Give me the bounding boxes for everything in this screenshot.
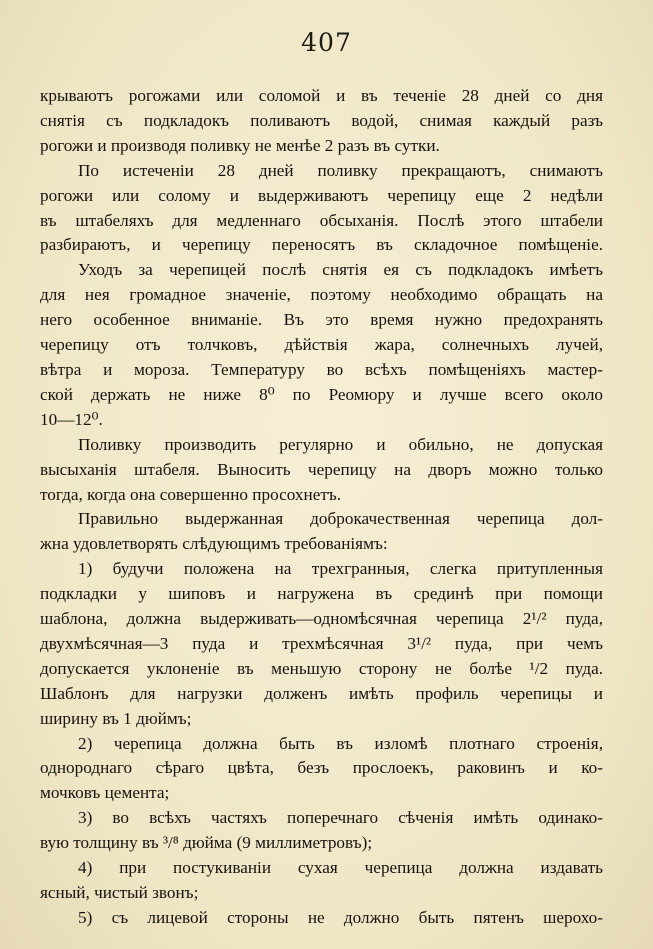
text-line: 1) будучи положена на трехгранныя, слегка притупленныя	[78, 559, 603, 579]
text-line: двухмѣсячная—3 пуда и трехмѣсячная 3¹/² пуда, при чемъ	[40, 633, 603, 653]
body-text	[40, 84, 603, 931]
paragraph	[40, 732, 603, 807]
text-line: 3) во всѣхъ частяхъ поперечнаго сѣченія имѣть одинако-	[78, 808, 603, 828]
text-line: Уходъ за черепицей послѣ снятія ея съ подкладокъ имѣетъ	[78, 260, 603, 280]
text-line: Правильно выдержанная доброкачественная черепица дол-	[78, 509, 603, 529]
text-line: Шаблонъ для нагрузки долженъ имѣть профиль черепицы и	[40, 683, 603, 703]
text-line: 5) съ лицевой стороны не должно быть пятенъ шерохо-	[78, 907, 603, 927]
text-line: шаблона, должна выдерживать—одномѣсячная черепица 2¹/² пуда,	[40, 609, 603, 629]
text-line: По истеченіи 28 дней поливку прекращаютъ, снимаютъ	[78, 160, 603, 180]
text-line: для нея громадное значеніе, поэтому необходимо обращать на	[40, 285, 603, 305]
text-line: вѣтра и мороза. Температуру во всѣхъ помѣщеніяхъ мастер-	[40, 359, 603, 379]
text-line: ясный, чистый звонъ;	[40, 883, 199, 902]
text-line: мочковъ цемента;	[40, 783, 170, 803]
paragraph	[40, 856, 603, 906]
paragraph	[40, 557, 603, 731]
paragraph	[40, 258, 603, 432]
page-number: 407	[301, 28, 352, 57]
text-line: рогожи и производя поливку не менѣе 2 разъ въ сутки.	[40, 135, 440, 155]
text-line: высыханія штабеля. Выносить черепицу на дворъ можно только	[40, 459, 603, 479]
text-line: снятія съ подкладокъ поливаютъ водой, снимая каждый разъ	[40, 110, 603, 130]
paragraph	[40, 159, 603, 259]
text-line: подкладки у шиповъ и нагружена въ срединѣ при помощи	[40, 584, 603, 604]
text-line: черепицу отъ толчковъ, дѣйствія жара, солнечныхъ лучей,	[40, 335, 603, 355]
paragraph	[40, 906, 603, 931]
text-line: тогда, когда она совершенно просохнетъ.	[40, 484, 342, 504]
text-line: 4) при постукиваніи сухая черепица должна издавать	[78, 858, 603, 878]
text-line: Поливку производить регулярно и обильно, не допуская	[78, 434, 603, 454]
text-line: однороднаго сѣраго цвѣта, безъ прослоекъ, раковинъ и ко-	[40, 758, 603, 778]
paragraph	[40, 433, 603, 508]
paragraph	[40, 806, 603, 856]
text-line: рогожи или солому и выдерживаютъ черепицу еще 2 недѣли	[40, 185, 603, 205]
text-line: ской держать не ниже 8⁰ по Реомюру и лучше всего около	[40, 384, 603, 404]
text-line: крываютъ рогожами или соломой и въ теченіе 28 дней со дня	[40, 86, 603, 105]
paragraph	[40, 84, 603, 159]
paragraph	[40, 507, 603, 557]
text-line: вую толщину въ ³/⁸ дюйма (9 миллиметровъ);	[40, 833, 373, 853]
text-line: въ штабеляхъ для медленнаго обсыханія. Послѣ этого штабели	[40, 210, 603, 230]
text-line: 2) черепица должна быть въ изломѣ плотнаго строенія,	[78, 733, 603, 753]
text-line: допускается уклоненіе въ меньшую сторону не болѣе ¹/2 пуда.	[40, 658, 603, 678]
text-line: ширину въ 1 дюймъ;	[40, 708, 192, 728]
text-line: него особенное вниманіе. Въ это время нужно предохранять	[40, 310, 603, 330]
text-line: разбираютъ, и черепицу переносятъ въ складочное помѣщеніе.	[40, 235, 603, 255]
text-line: 10—12⁰.	[40, 409, 103, 429]
text-line: жна удовлетворять слѣдующимъ требованіямъ:	[40, 534, 388, 554]
